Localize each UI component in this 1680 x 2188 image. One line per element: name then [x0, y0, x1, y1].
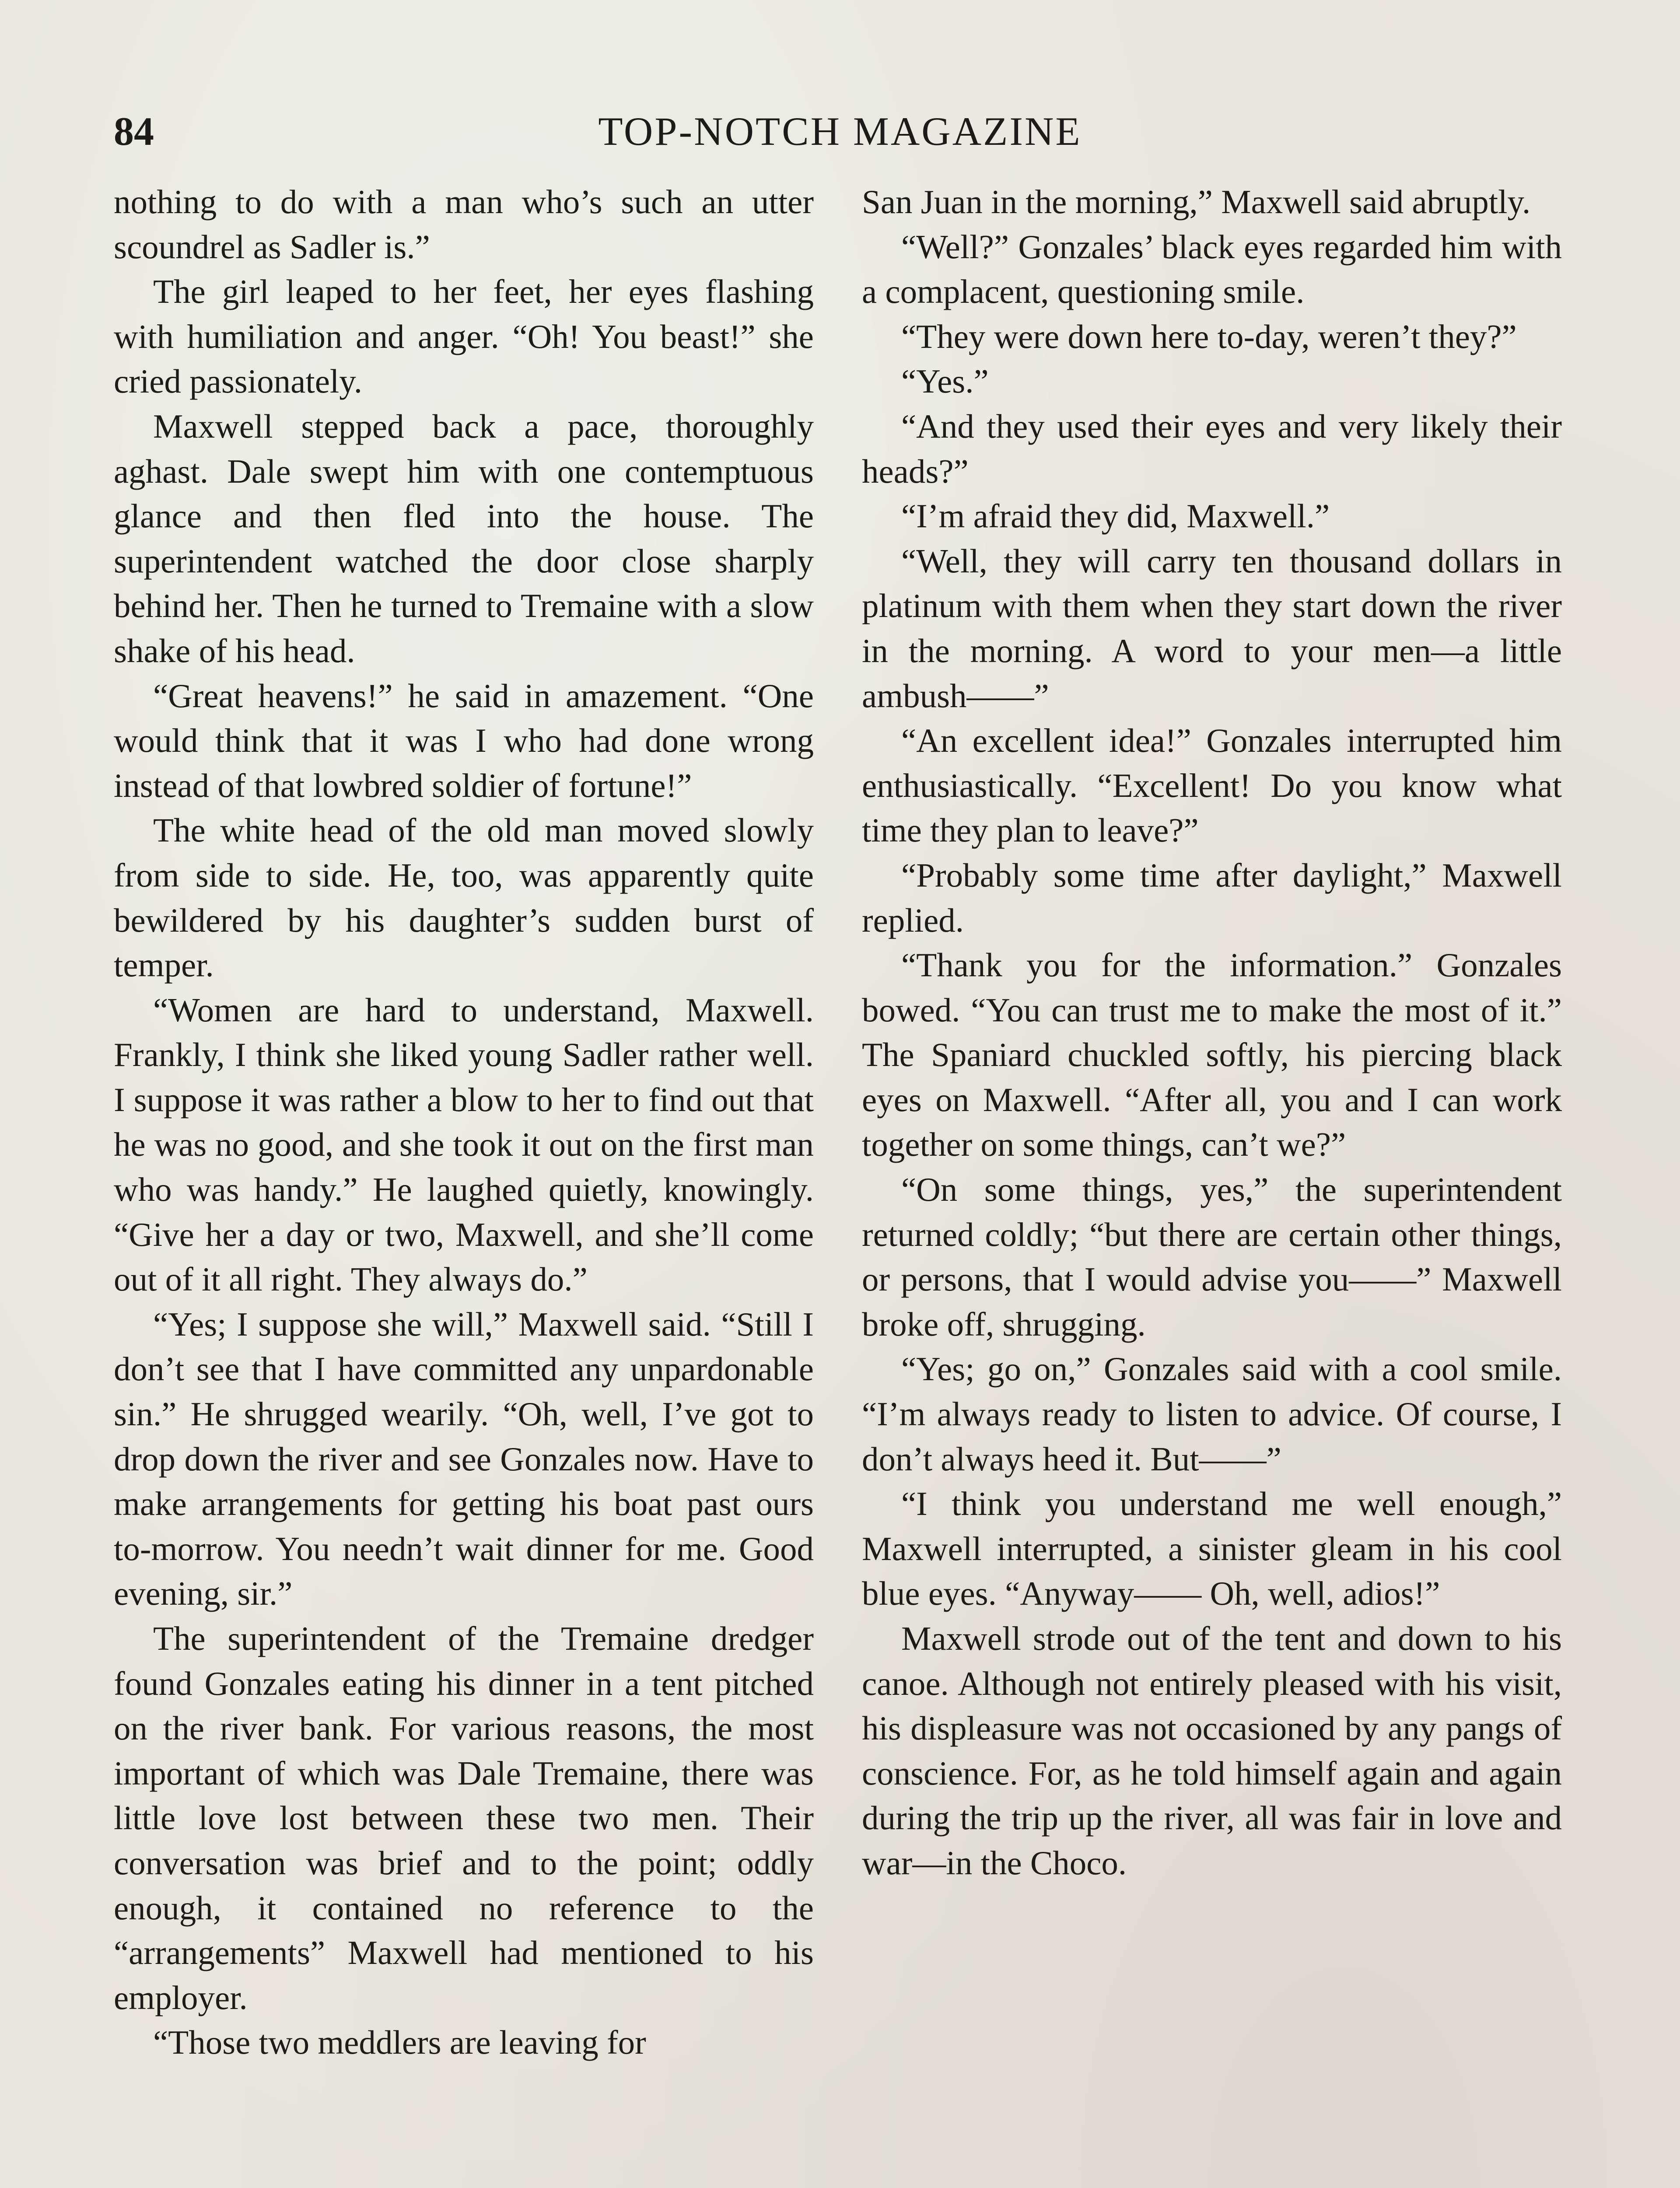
- paragraph: “They were down here to-day, weren’t they?”: [901, 317, 1517, 355]
- paragraph: “Thank you for the information.” Gonzales bowed. “You can trust me to make the most of it.” The Spaniard chuckled softly, his piercing black eyes on Maxwell. “After all, you and I can work together on some things, can’t we?”: [862, 946, 1562, 1164]
- page-header: [114, 101, 1566, 162]
- paragraph: “Great heavens!” he said in amazement. “One would think that it was I who had done wrong instead of that lowbred soldier of fortune!”: [114, 677, 814, 804]
- paragraph: “Yes; go on,” Gonzales said with a cool smile. “I’m always ready to listen to advice. Of course, I don’t always heed it. But——”: [862, 1350, 1562, 1478]
- paragraph: “Well, they will carry ten thousand dollars in platinum with them when they start down the river in the morning. A word to your men—a little ambush——”: [862, 542, 1562, 715]
- paragraph: San Juan in the morning,” Maxwell said abruptly.: [862, 183, 1531, 221]
- paragraph: Maxwell stepped back a pace, thoroughly aghast. Dale swept him with one contemptuous glance and then fled into the house. The superintendent watched the door close sharply behind her. Then he turned to Tremaine with a slow shake of his head.: [114, 407, 814, 670]
- paragraph: Maxwell strode out of the tent and down to his canoe. Although not entirely pleased with his visit, his displeasure was not occasioned by any pangs of conscience. For, as he told himself again and again during the trip up the river, all was fair in love and war—in the Choco.: [862, 1620, 1562, 1882]
- paragraph: “I think you understand me well enough,” Maxwell interrupted, a sinister gleam in his cool blue eyes. “Anyway—— Oh, well, adios!”: [862, 1485, 1562, 1613]
- paragraph: The white head of the old man moved slowly from side to side. He, too, was apparently quite bewildered by his daughter’s sudden burst of temper.: [114, 811, 814, 984]
- paragraph: “Yes.”: [901, 362, 989, 400]
- left-column: [114, 179, 814, 2065]
- paragraph: “Well?” Gonzales’ black eyes regarded him with a complacent, questioning smile.: [862, 228, 1562, 311]
- paragraph: The girl leaped to her feet, her eyes flashing with humiliation and anger. “Oh! You beast!” she cried passionately.: [114, 273, 814, 400]
- paragraph: The superintendent of the Tremaine dredger found Gonzales eating his dinner in a tent pitched on the river bank. For various reasons, the most important of which was Dale Tremaine, there was little love lost between these two men. Their conversation was brief and to the point; oddly enough, it contained no reference to the “arrangements” Maxwell had mentioned to his employer.: [114, 1620, 814, 2016]
- paragraph: “And they used their eyes and very likely their heads?”: [862, 407, 1562, 490]
- paragraph: “Women are hard to understand, Maxwell. Frankly, I think she liked young Sadler rather well. I suppose it was rather a blow to her to find out that he was no good, and she took it out on the first man who was handy.” He laughed quietly, knowingly. “Give her a day or two, Maxwell, and she’ll come out of it all right. They always do.”: [114, 991, 814, 1298]
- right-column: [862, 179, 1562, 1886]
- paragraph: “Those two meddlers are leaving for: [153, 2023, 646, 2062]
- paragraph: “Probably some time after daylight,” Maxwell replied.: [862, 856, 1562, 939]
- paragraph: “On some things, yes,” the superintendent returned coldly; “but there are certain other things, or persons, that I would advise you——” Maxwell broke off, shrugging.: [862, 1171, 1562, 1343]
- page-number: 84: [114, 109, 154, 154]
- paragraph: nothing to do with a man who’s such an utter scoundrel as Sadler is.”: [114, 183, 814, 266]
- paragraph: “I’m afraid they did, Maxwell.”: [901, 497, 1330, 535]
- paragraph: “An excellent idea!” Gonzales interrupted him enthusiastically. “Excellent! Do you know what time they plan to leave?”: [862, 722, 1562, 849]
- paragraph: “Yes; I suppose she will,” Maxwell said. “Still I don’t see that I have committed any unpardonable sin.” He shrugged wearily. “Oh, well, I’ve got to drop down the river and see Gonzales now. Have to make arrangements for getting his boat past ours to-morrow. You needn’t wait dinner for me. Good evening, sir.”: [114, 1305, 814, 1613]
- running-head: TOP-NOTCH MAGAZINE: [598, 109, 1082, 154]
